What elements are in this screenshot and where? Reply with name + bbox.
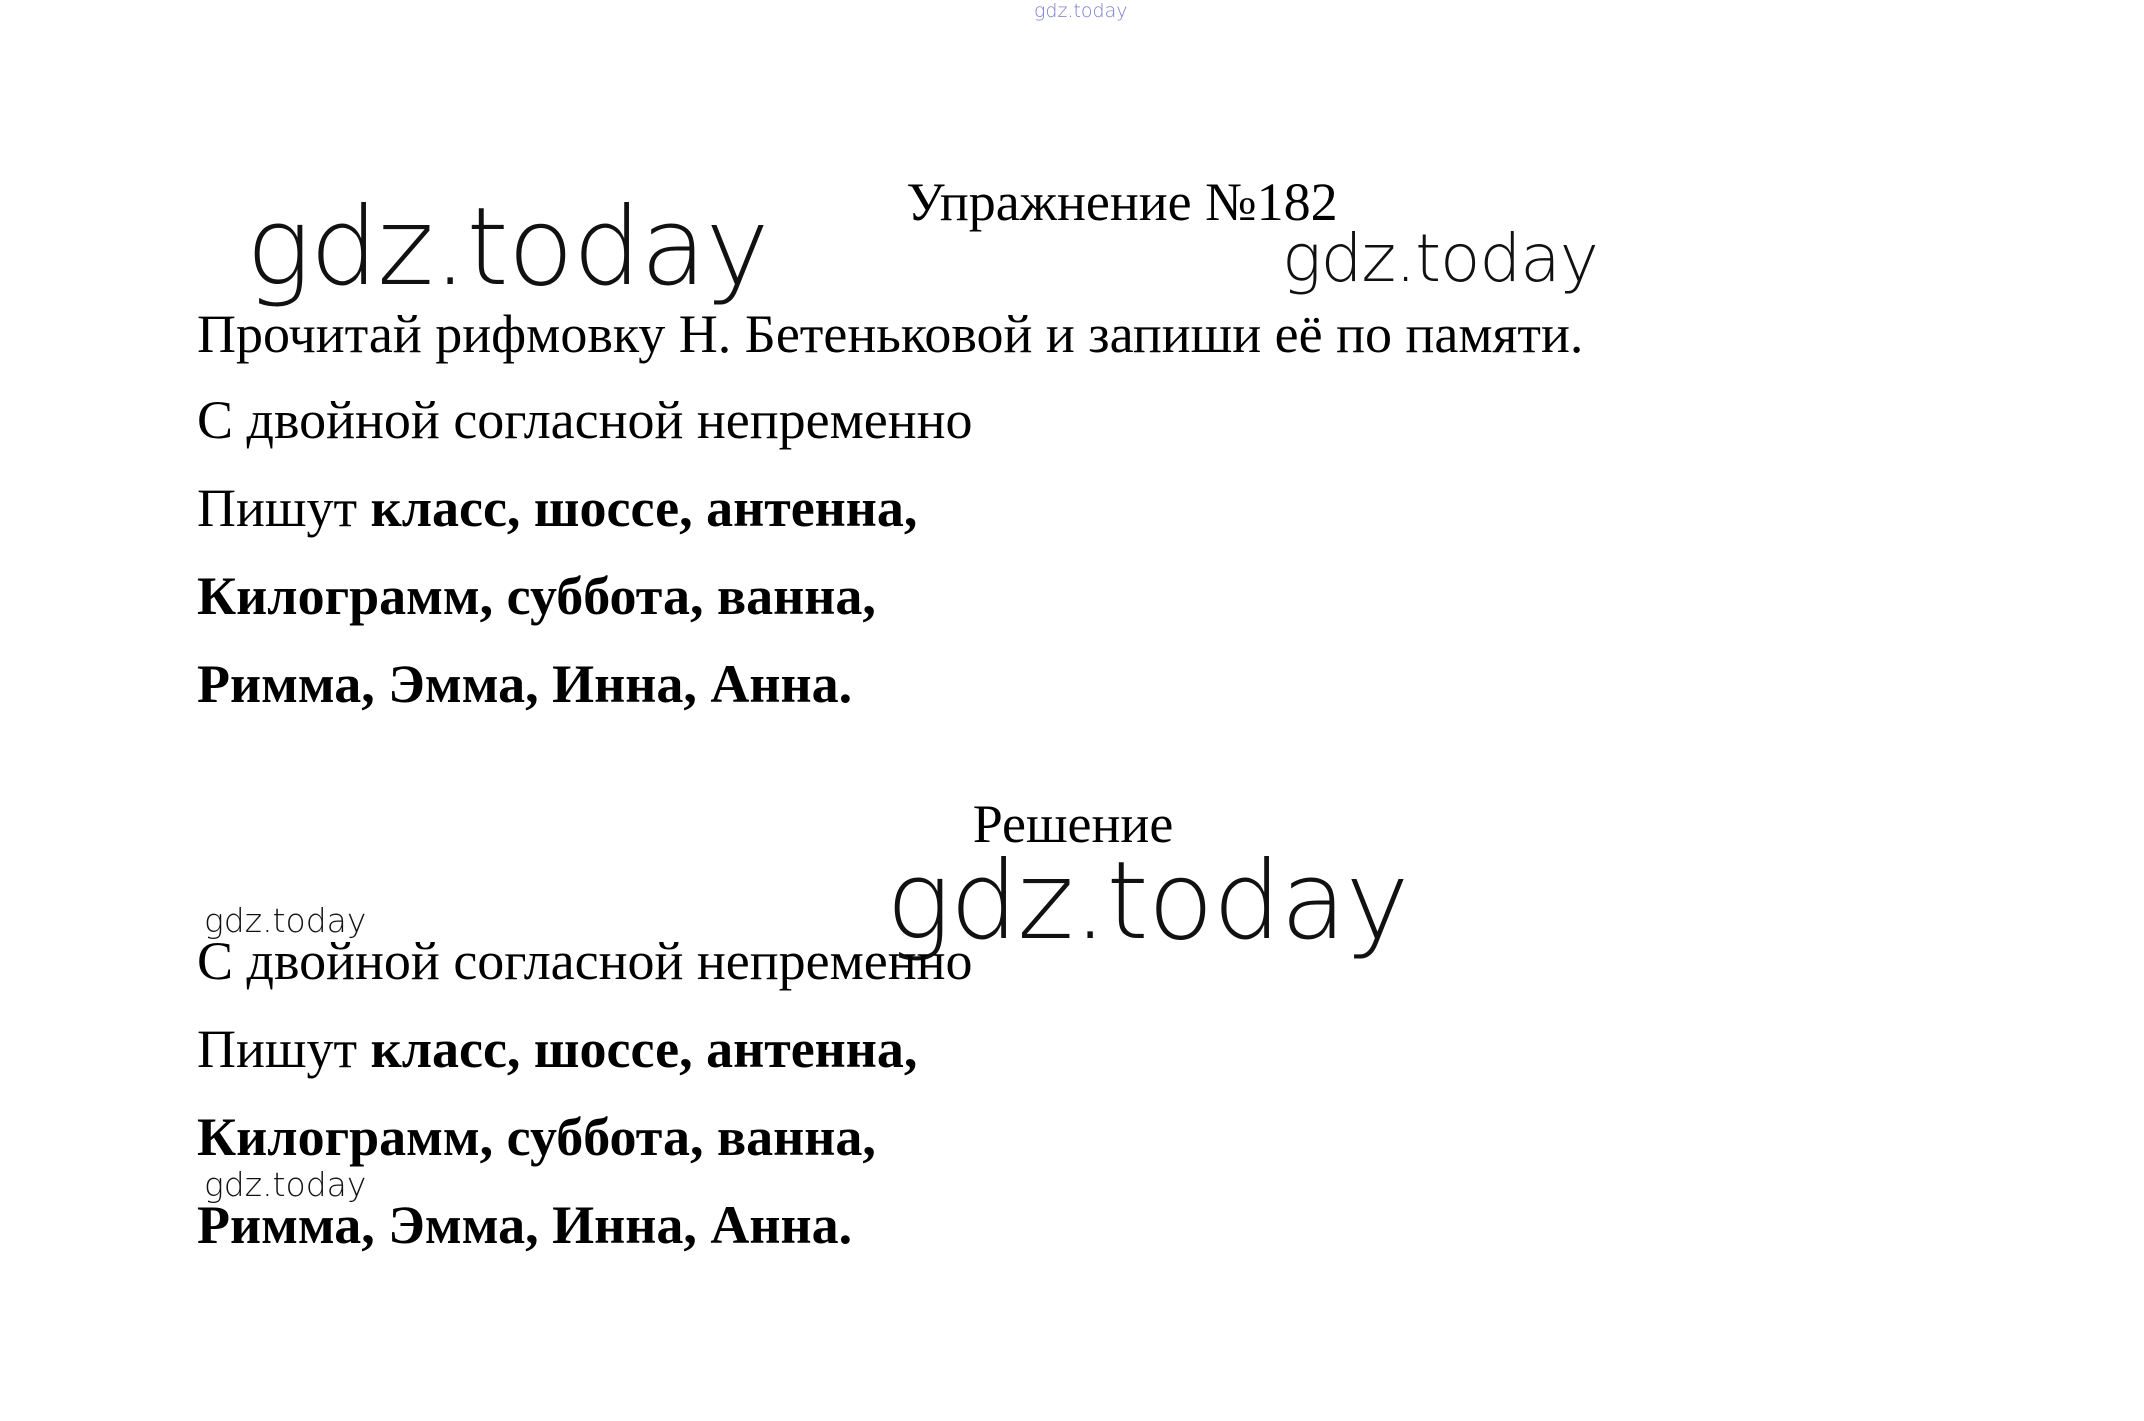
watermark-large: gdz.today [246,185,769,310]
watermark-medium: gdz.today [1282,220,1598,297]
solution-line-2-bold: класс, шоссе, антенна, [370,1019,918,1079]
solution-line-1: С двойной согласной непременно [197,931,973,991]
solution-title: Решение [972,794,1174,854]
watermark-large: gdz.today [886,839,1409,964]
poem-line-2-plain: Пишут [197,478,371,538]
solution-line-4-bold: Римма, Эмма, Инна, Анна. [197,1195,853,1255]
poem-line-4-bold: Римма, Эмма, Инна, Анна. [197,654,853,714]
poem-line-3 [197,566,876,626]
poem-line-3-bold: Килограмм, суббота, ванна, [197,566,876,626]
solution-line-2 [197,1019,918,1079]
exercise-task: Прочитай рифмовку Н. Бетеньковой и запиши её по памяти. [197,304,1584,364]
poem-line-2 [197,478,918,538]
solution-line-2-plain: Пишут [197,1019,371,1079]
solution-line-3 [197,1107,876,1167]
poem-line-4 [197,654,853,714]
solution-line-4 [197,1195,853,1255]
exercise-title: Упражнение №182 [906,172,1338,232]
watermark-small: gdz.today [204,1165,367,1204]
watermark-top: gdz.today [1034,0,1128,22]
solution-line-3-bold: Килограмм, суббота, ванна, [197,1107,876,1167]
watermark-small: gdz.today [204,901,367,940]
poem-line-1: С двойной согласной непременно [197,390,973,450]
poem-line-2-bold: класс, шоссе, антенна, [370,478,918,538]
